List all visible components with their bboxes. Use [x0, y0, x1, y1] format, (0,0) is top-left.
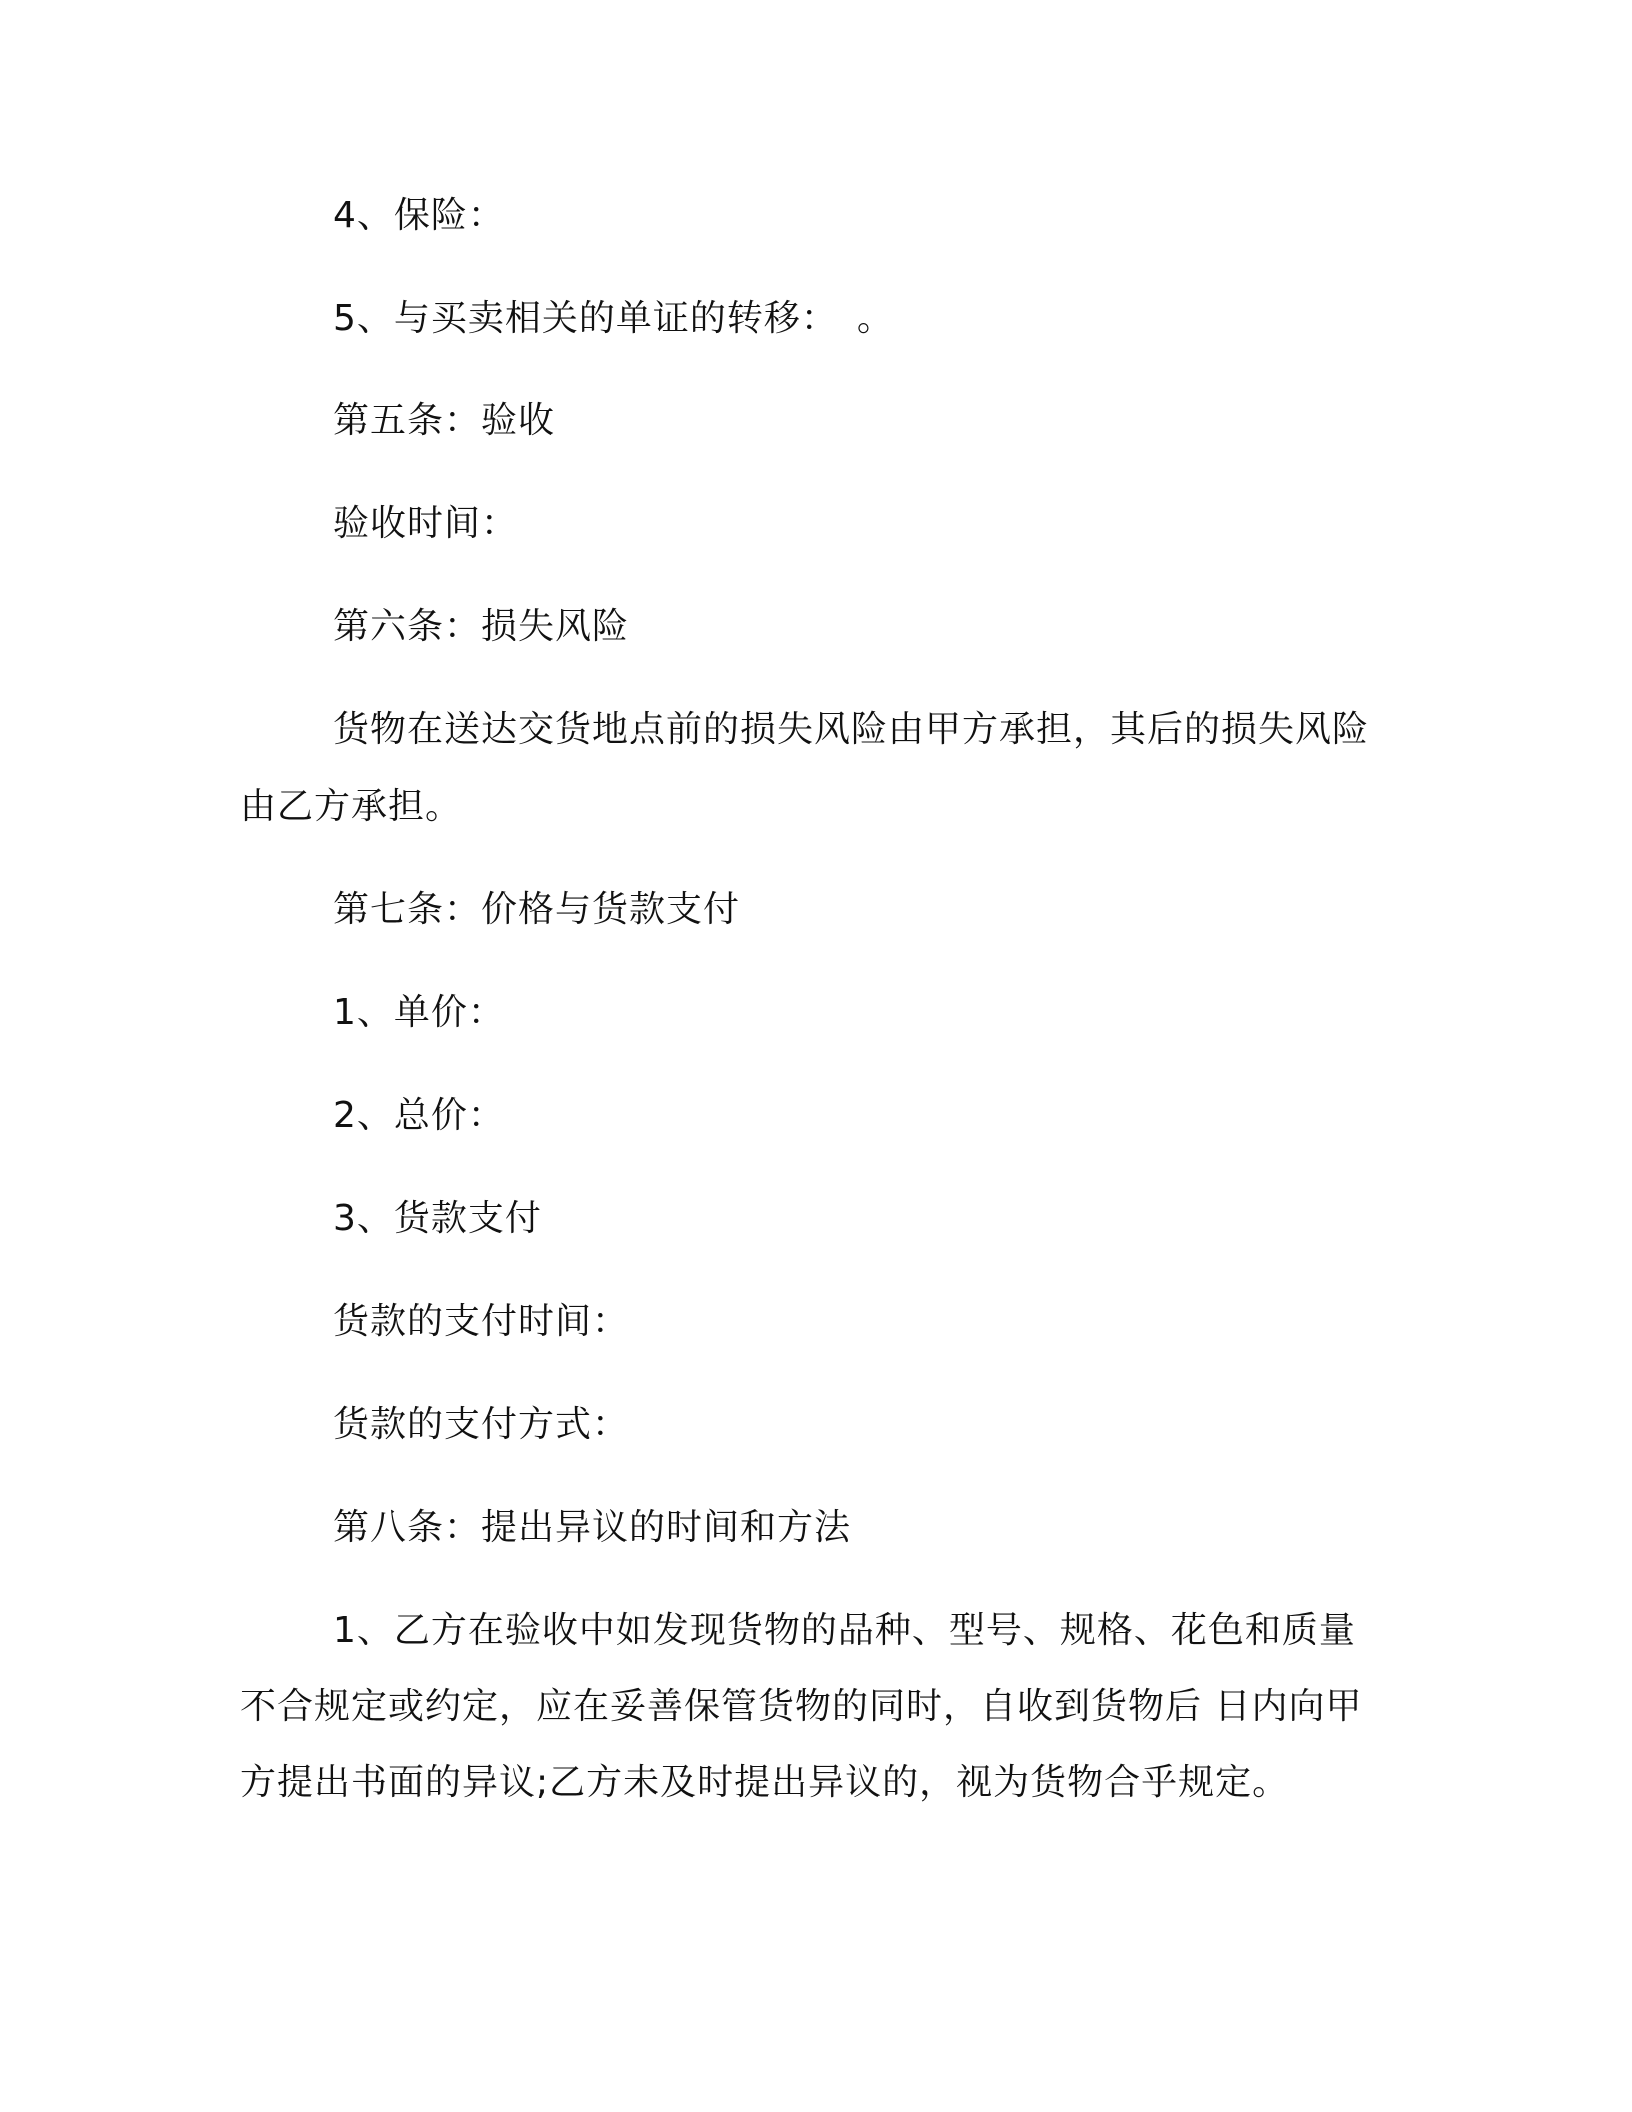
- unit-price-label: 1、单价：: [333, 992, 505, 1033]
- clause-item-document-transfer: 5、与买卖相关的单证的转移： 。: [333, 298, 894, 339]
- inspection-time-label: 验收时间：: [333, 503, 519, 544]
- total-price-label: 2、总价：: [333, 1095, 505, 1136]
- risk-paragraph-line-1: 货物在送达交货地点前的损失风险由甲方承担，其后的损失风险: [333, 709, 1370, 750]
- article-6-heading: 第六条：损失风险: [333, 606, 630, 647]
- risk-paragraph-line-2: 由乙方承担。: [240, 786, 463, 827]
- article-7-heading: 第七条：价格与货款支付: [333, 889, 741, 930]
- payment-method-label: 货款的支付方式：: [333, 1404, 630, 1445]
- payment-subheading: 3、货款支付: [333, 1198, 542, 1239]
- payment-time-label: 货款的支付时间：: [333, 1301, 630, 1342]
- clause-item-insurance: 4、保险：: [333, 195, 505, 236]
- objection-paragraph-line-3: 方提出书面的异议;乙方未及时提出异议的，视为货物合乎规定。: [240, 1762, 1290, 1803]
- objection-paragraph-line-2: 不合规定或约定，应在妥善保管货物的同时，自收到货物后 日内向甲: [240, 1686, 1363, 1727]
- article-8-heading: 第八条：提出异议的时间和方法: [333, 1507, 852, 1548]
- objection-paragraph-line-1: 1、乙方在验收中如发现货物的品种、型号、规格、花色和质量: [333, 1610, 1356, 1651]
- article-5-heading: 第五条：验收: [333, 400, 556, 441]
